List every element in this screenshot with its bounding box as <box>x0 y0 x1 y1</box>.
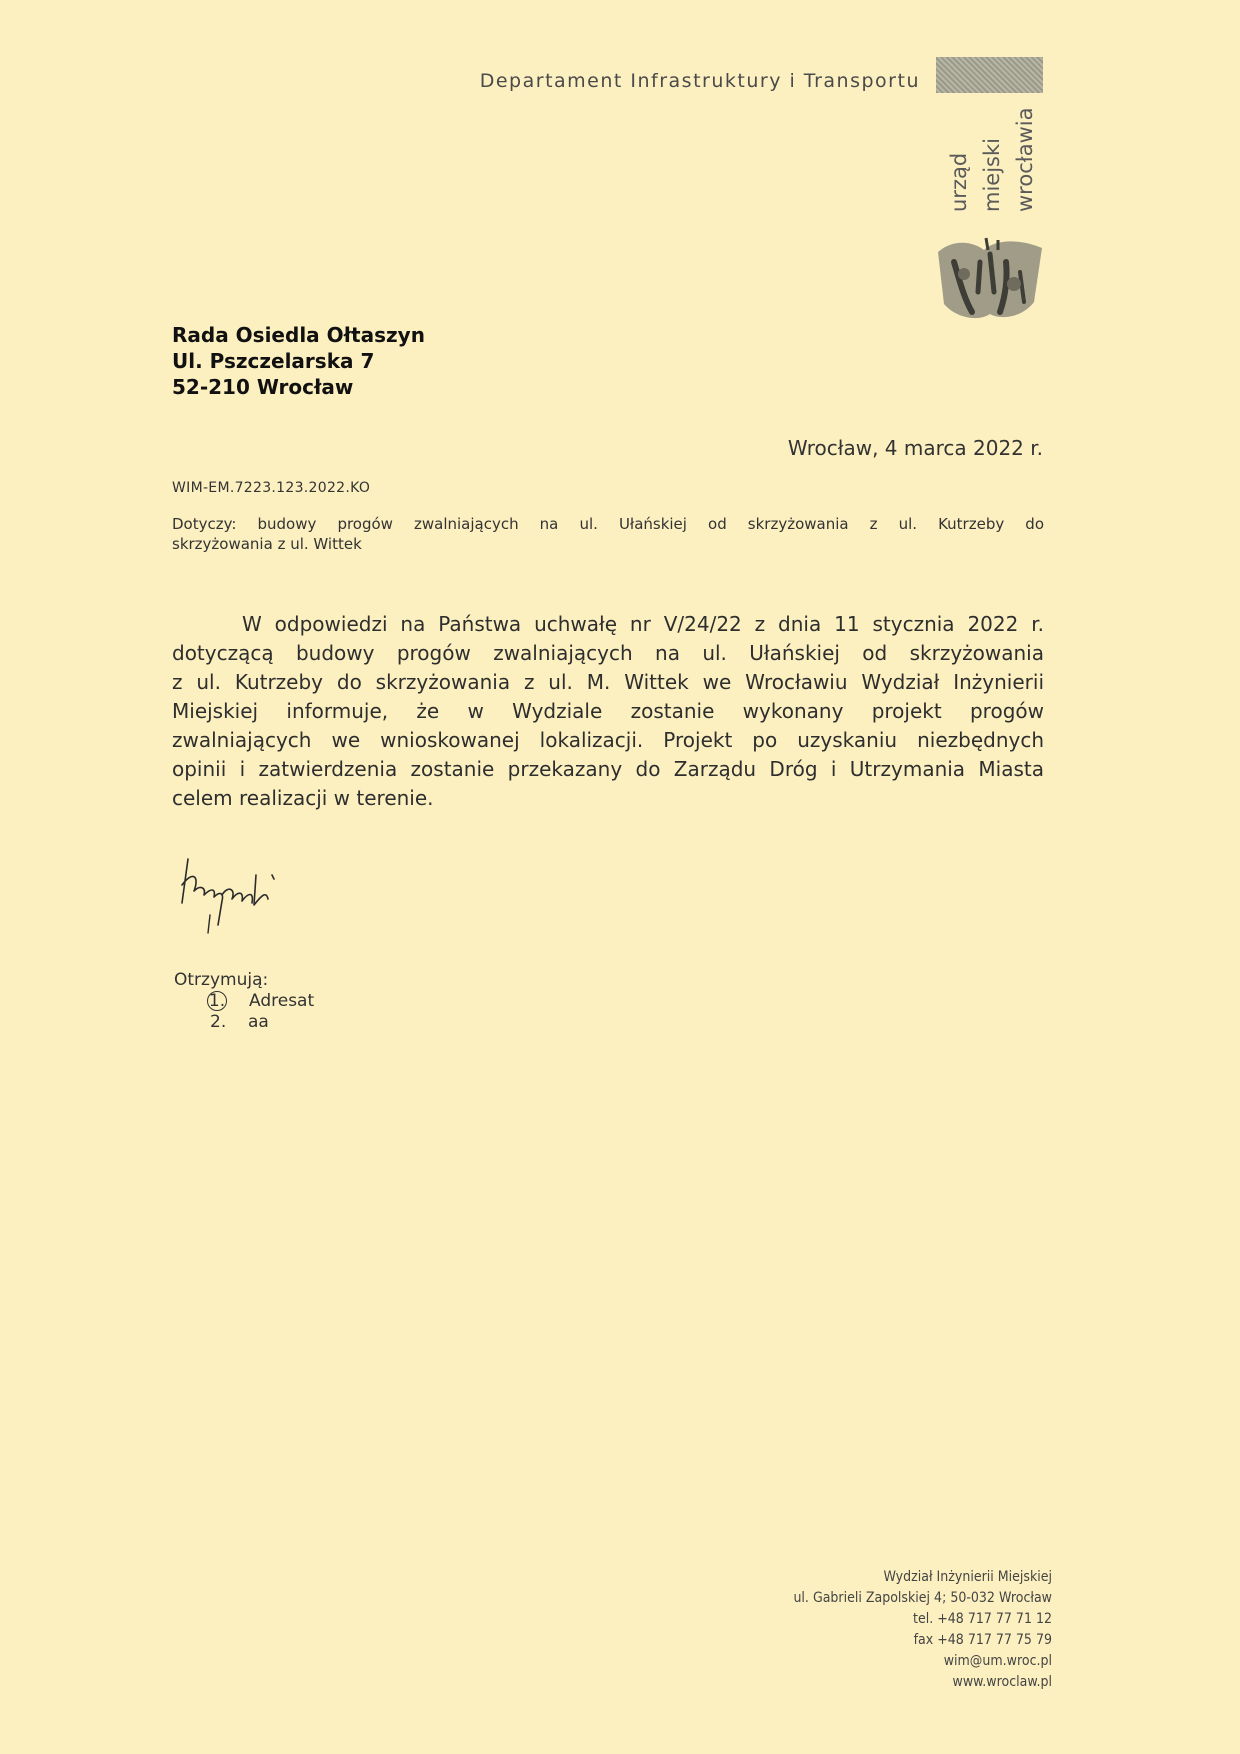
body-line-1: W odpowiedzi na Państwa uchwałę nr V/24/22 z dnia 11 stycznia 2022 r. <box>242 612 1044 636</box>
footer-email: wim@um.wroc.pl <box>943 1653 1052 1669</box>
logo-bar <box>936 57 1043 93</box>
body-line-2: dotyczącą budowy progów zwalniających na ul. Ułańskiej od skrzyżowania <box>172 641 1044 665</box>
recipients-list <box>174 991 314 1033</box>
city-office-logo-text <box>936 94 1043 214</box>
body-line-6: opinii i zatwierdzenia zostanie przekazany do Zarządu Dróg i Utrzymania Miasta <box>172 757 1044 781</box>
subject <box>172 514 1044 554</box>
footer-phone: tel. +48 717 77 71 12 <box>913 1611 1052 1627</box>
body-line-3: z ul. Kutrzeby do skrzyżowania z ul. M. Wittek we Wrocławiu Wydział Inżynierii <box>172 670 1044 694</box>
footer-fax: fax +48 717 77 75 79 <box>913 1632 1052 1648</box>
office-footer <box>735 1567 1052 1693</box>
footer-department: Wydział Inżynierii Miejskiej <box>883 1569 1052 1585</box>
body-line-4: Miejskiej informuje, że w Wydziale zostanie wykonany projekt progów <box>172 699 1044 723</box>
reference-number: WIM-EM.7223.123.2022.KO <box>172 480 371 496</box>
wroclaw-emblem-icon <box>934 232 1046 322</box>
recipient-name: Rada Osiedla Ołtaszyn <box>172 323 425 347</box>
recipients-block <box>174 970 314 1033</box>
recipients-heading: Otrzymują: <box>174 970 269 990</box>
subject-line-1: Dotyczy: budowy progów zwalniających na ul. Ułańskiej od skrzyżowania z ul. Kutrzeby do <box>172 515 1044 533</box>
recipient-entry: Adresat <box>249 991 315 1011</box>
recipient-number: 1. <box>208 991 226 1011</box>
list-item <box>210 991 314 1012</box>
subject-line-2: skrzyżowania z ul. Wittek <box>172 535 362 553</box>
footer-address: ul. Gabrieli Zapolskiej 4; 50-032 Wrocław <box>793 1590 1052 1606</box>
body-line-5: zwalniających we wnioskowanej lokalizacji. Projekt po uzyskaniu niezbędnych <box>172 728 1044 752</box>
letter-body <box>172 610 1044 813</box>
recipient-address <box>172 322 425 400</box>
logo-line-1: urząd <box>947 152 971 212</box>
recipient-entry: aa <box>248 1012 269 1032</box>
footer-website: www.wroclaw.pl <box>952 1674 1052 1690</box>
logo-line-2: miejski <box>980 138 1004 212</box>
body-line-7: celem realizacji w terenie. <box>172 786 434 810</box>
recipient-number: 2. <box>210 1012 227 1032</box>
recipient-city: 52-210 Wrocław <box>172 375 354 399</box>
letter-date: Wrocław, 4 marca 2022 r. <box>787 436 1043 460</box>
logo-line-3: wrocławia <box>1013 107 1037 212</box>
department-header: Departament Infrastruktury i Transportu <box>479 70 920 92</box>
list-item <box>210 1012 314 1033</box>
recipient-street: Ul. Pszczelarska 7 <box>172 349 375 373</box>
handwritten-signature <box>170 845 320 935</box>
